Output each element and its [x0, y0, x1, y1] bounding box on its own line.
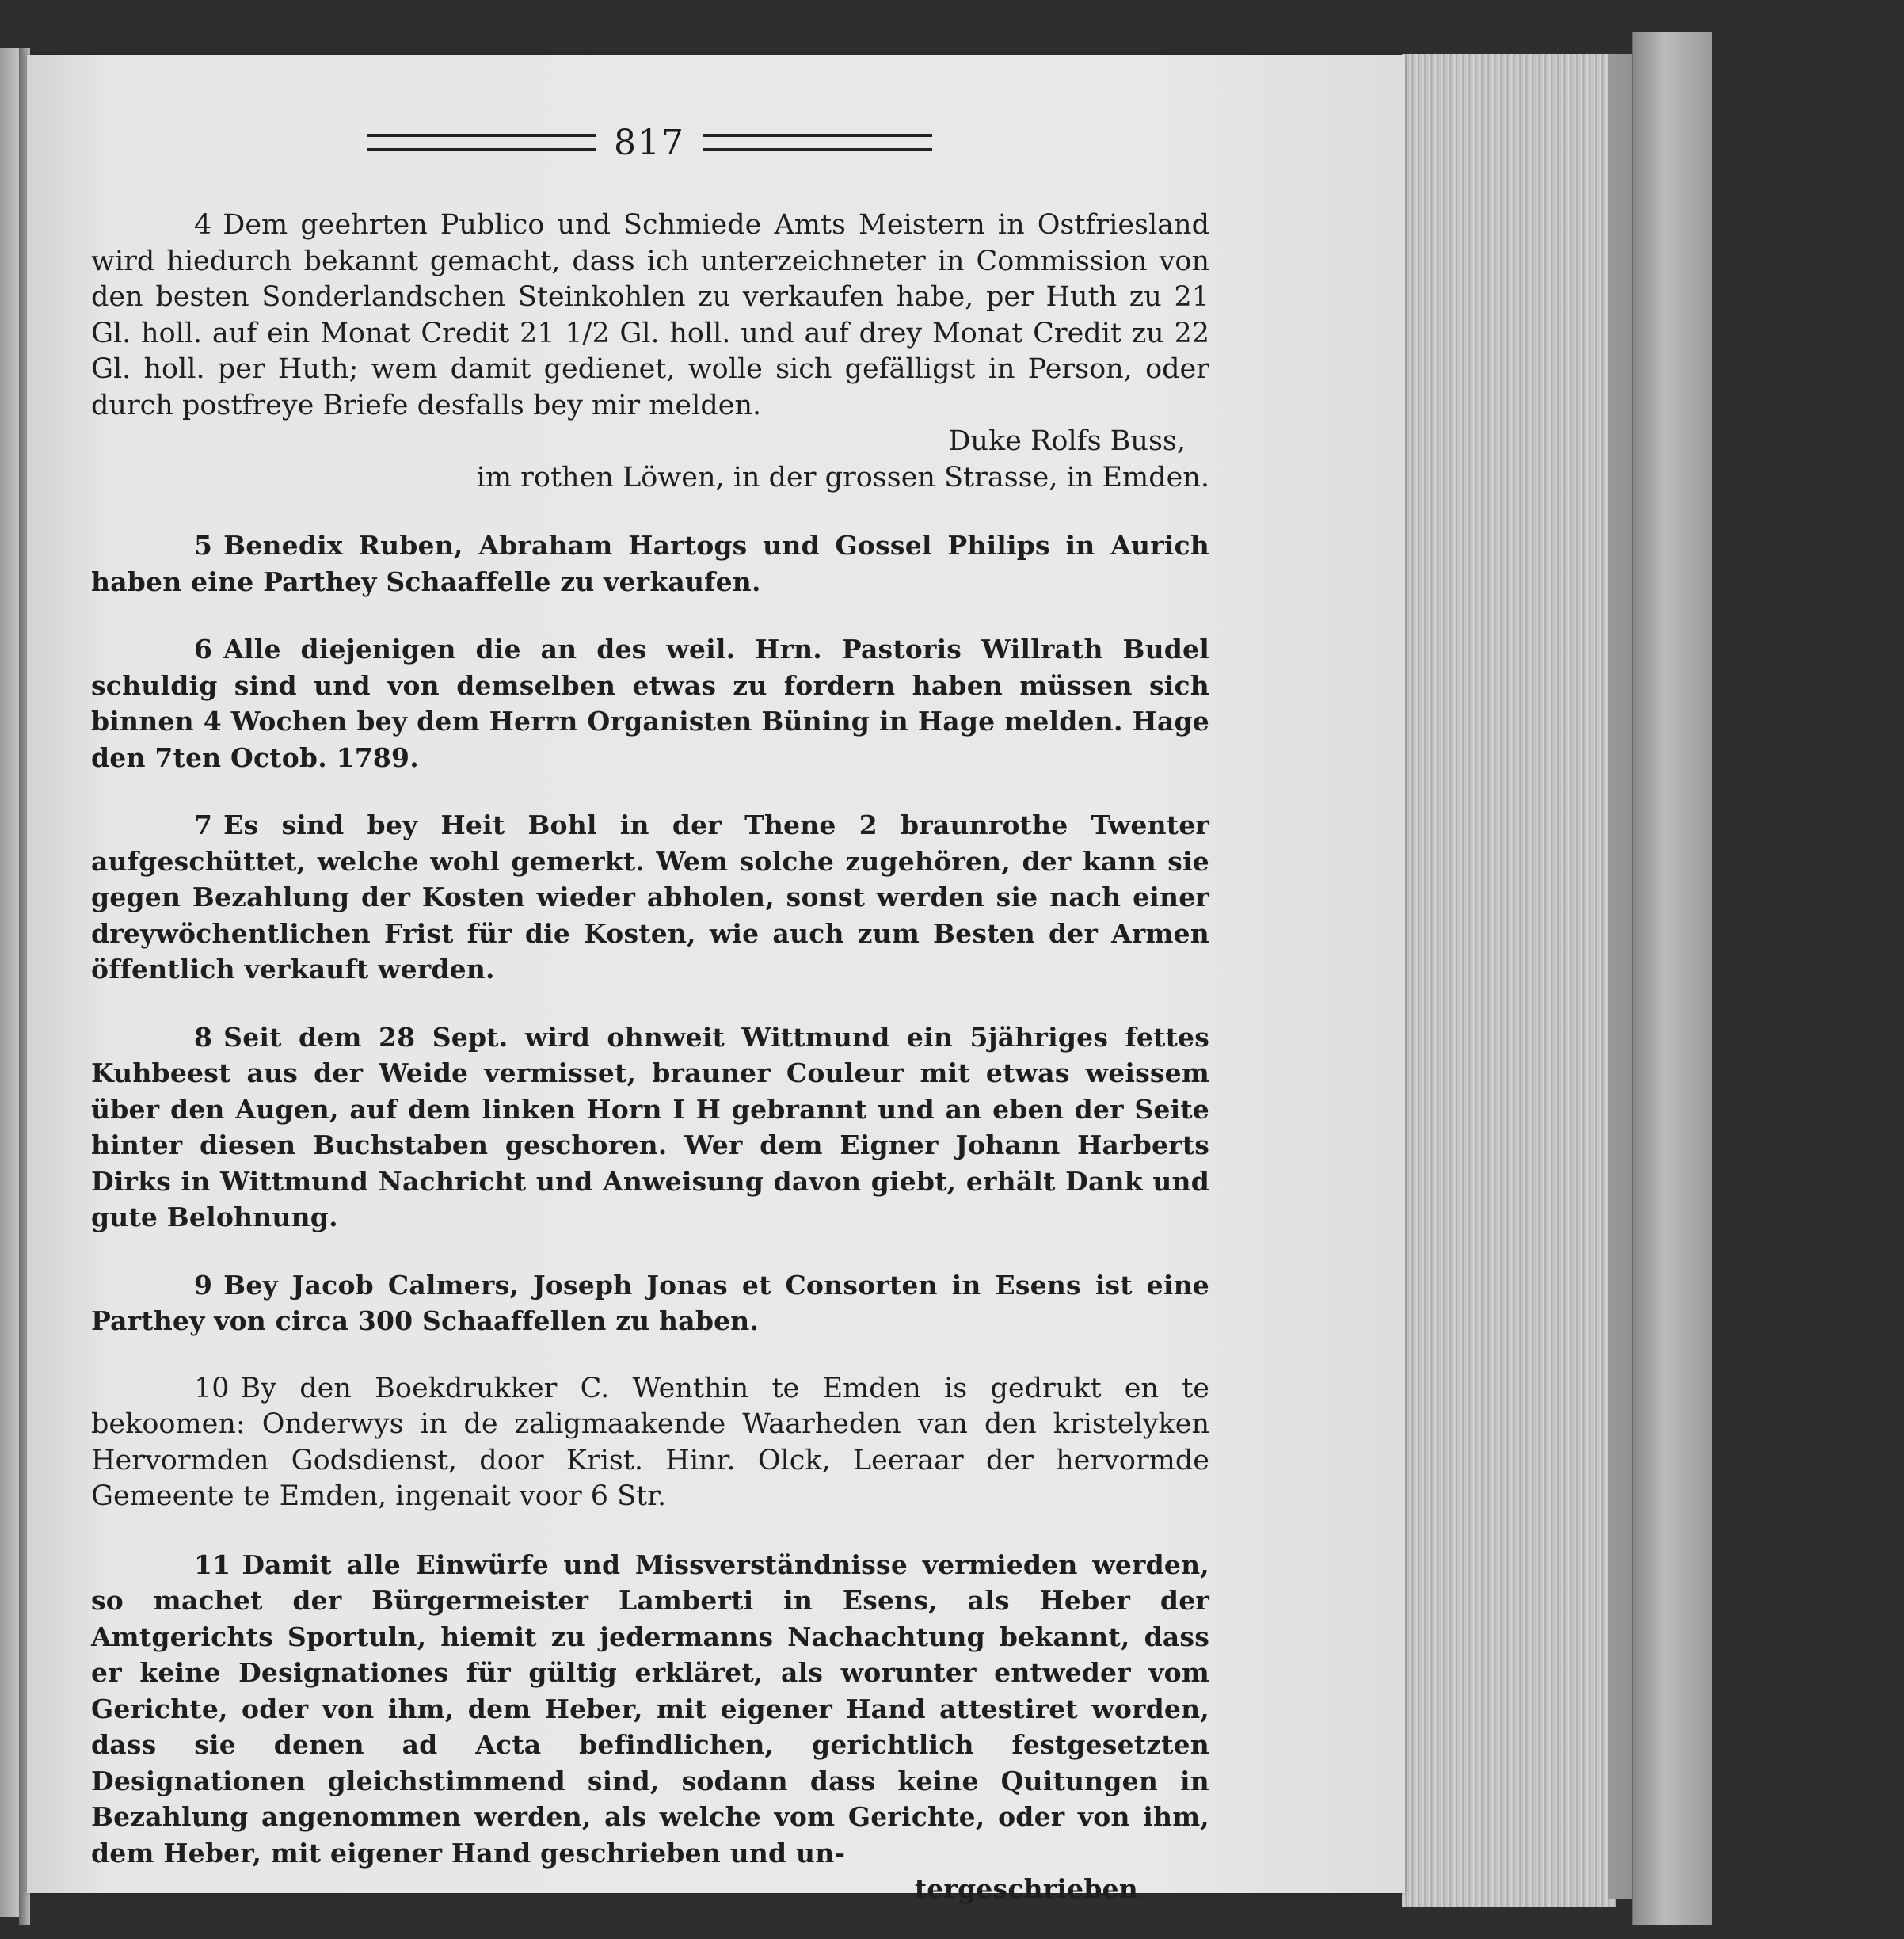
notice-text: Bey Jacob Calmers, Joseph Jonas et Consorten in Esens ist eine Parthey von circa 300 Schaaffellen zu haben.: [91, 1269, 1209, 1336]
page-stack-edge: [1402, 54, 1616, 1907]
notice-text: Es sind bey Heit Bohl in der Thene 2 braunrothe Twenter aufgeschüttet, welche wohl gemerkt. Wem solche zugehören, der kann sie gegen Bezahlung der Kosten wieder abholen, sonst werden sie nach einer dreywöchentlichen Frist für die Kosten, wie auch zum Besten der Armen öffentlich verkauft werden.: [91, 810, 1209, 985]
notice-number: 11: [194, 1549, 231, 1580]
notice-7: [91, 807, 1209, 988]
notice-text: Benedix Ruben, Abraham Hartogs und Gossel Philips in Aurich haben eine Parthey Schaaffelle zu verkaufen.: [91, 530, 1209, 597]
notice-text: Damit alle Einwürfe und Missverständnisse vermieden werden, so machet der Bürgermeister Lamberti in Esens, als Heber der Amtgerichts Sportuln, hiemit zu jedermanns Nachachtung bekannt, dass er keine Designationes für gültig erkläret, als worunter entweder vom Gerichte, oder von ihm, dem Heber, mit eigener Hand attestiret worden, dass sie denen ad Acta befindlichen, gerichtlich festgesetzten Designationen gleichstimmend sind, sodann dass keine Quitungen in Bezahlung angenommen werden, als welche vom Gerichte, oder von ihm, dem Heber, mit eigener Hand geschrieben und un-: [91, 1549, 1209, 1869]
notice-9: [91, 1267, 1209, 1339]
notice-number: 7: [194, 810, 213, 840]
notice-number: 5: [194, 530, 213, 561]
notice-5: [91, 528, 1209, 600]
notice-number: 6: [194, 634, 213, 665]
header-rule-left: [367, 134, 596, 151]
notice-11: [91, 1547, 1209, 1907]
notice-number: 9: [194, 1269, 213, 1301]
notice-4: [91, 208, 1209, 496]
notice-number: 4: [194, 209, 212, 241]
notice-8: [91, 1019, 1209, 1236]
notice-number: 10: [194, 1372, 230, 1404]
notice-6: [91, 631, 1209, 775]
notice-signature: Duke Rolfs Buss,: [948, 425, 1186, 457]
notice-text: Alle diejenigen die an des weil. Hrn. Pastoris Willrath Budel schuldig sind und von demselben etwas zu fordern haben müssen sich binnen 4 Wochen bey dem Herrn Organisten Büning in Hage melden. Hage den 7ten Octob. 1789.: [91, 634, 1209, 773]
page-number: 817: [614, 122, 685, 163]
page-body: [91, 208, 1209, 1939]
notice-10: [91, 1371, 1209, 1515]
header-rule-right: [703, 134, 932, 151]
page-header: [348, 119, 950, 166]
notice-number: 8: [194, 1021, 213, 1053]
book-cover-board: [1632, 32, 1712, 1925]
notice-continuation: tergeschrieben: [914, 1873, 1138, 1904]
notice-text: By den Boekdrukker C. Wenthin te Emden is gedrukt en te bekoomen: Onderwys in de zaligmaakende Waarheden van den kristelyken Hervormden Godsdienst, door Krist. Hinr. Olck, Leeraar der hervormde Gemeente te Emden, ingenait voor 6 Str.: [91, 1372, 1209, 1512]
notice-address: im rothen Löwen, in der grossen Strasse, in Emden.: [476, 461, 1209, 493]
notice-text: Seit dem 28 Sept. wird ohnweit Wittmund ein 5jähriges fettes Kuhbeest aus der Weide vermisset, brauner Couleur mit etwas weissem über den Augen, auf dem linken Horn I H gebrannt und an eben der Seite hinter diesen Buchstaben geschoren. Wer dem Eigner Johann Harberts Dirks in Wittmund Nachricht und Anweisung davon giebt, erhält Dank und gute Belohnung.: [91, 1021, 1209, 1232]
notice-text: Dem geehrten Publico und Schmiede Amts Meistern in Ostfriesland wird hiedurch bekannt gemacht, dass ich unterzeichneter in Commission von den besten Sonderlandschen Steinkohlen zu verkaufen habe, per Huth zu 21 Gl. holl. auf ein Monat Credit 21 1/2 Gl. holl. und auf drey Monat Credit zu 22 Gl. holl. per Huth; wem damit gedienet, wolle sich gefälligst in Person, oder durch postfreye Briefe desfalls bey mir melden.: [91, 209, 1209, 421]
